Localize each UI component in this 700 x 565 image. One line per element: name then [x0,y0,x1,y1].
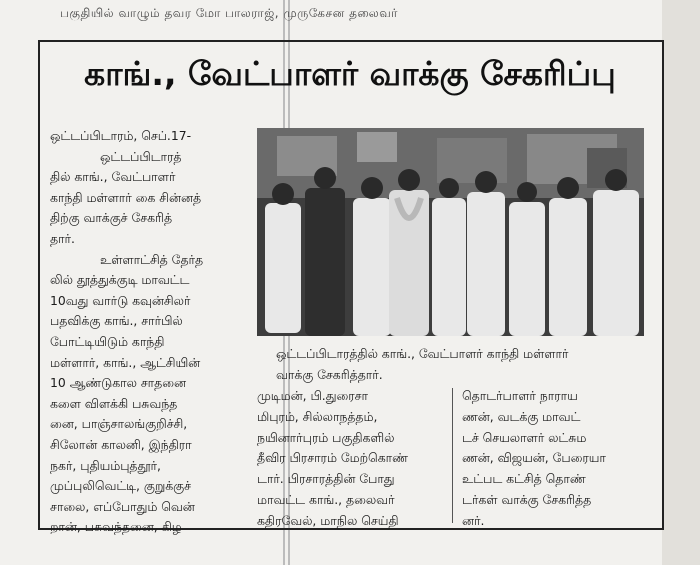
text-line: சாலை, எப்போதும் வென் [50,498,195,514]
text-line: றான், பசுவந்தனை, கிழ [50,519,182,535]
adjacent-page-edge [662,0,700,565]
text-line: திற்கு வாக்குச் சேகரித் [50,210,173,226]
text-line: ணன், விஜயன், பேரையா [462,450,606,466]
text-line: உள்ளாட்சித் தேர்த [100,251,204,267]
text-line: ஒட்டப்பிடாரம், செப்.17- [50,128,192,143]
text-line: னர். [462,512,485,528]
article-headline: காங்., வேட்பாளர் வாக்கு சேகரிப்பு [84,54,616,93]
article-border-top [38,40,664,42]
text-line: முப்புலிவெட்டி, குறுக்குச் [50,478,191,494]
text-line: தார். [50,230,75,246]
previous-article-strip: பகுதியில் வாழும் தவர மோ பாலராஜ், முருகேசன தலைவர் [60,6,398,20]
article-column-2 [257,386,447,532]
text-line: சிலோன் காலனி, இந்திரா [50,436,192,452]
text-line: லில் தூத்துக்குடி மாவட்ட [50,272,190,288]
text-line: தீவிர பிரசாரம் மேற்கொண் [257,450,408,466]
text-line: நயினார்புரம் பகுதிகளில் [257,429,395,445]
text-line: தொடர்பாளர் நாராய [462,388,578,403]
text-line: ஒட்டப்பிடாரத்தில் காங்., வேட்பாளர் காந்தி மள்ளார் [276,346,569,361]
text-line: வாக்கு சேகரித்தார். [276,367,383,382]
text-line: கதிரவேல், மாநில செய்தி [257,512,399,528]
text-line: ணன், வடக்கு மாவட் [462,408,581,424]
text-line: தில் காங்., வேட்பாளர் [50,169,176,185]
text-line: மாவட்ட காங்., தலைவர் [257,491,395,507]
text-line: டர்கள் வாக்கு சேகரித்த [462,491,592,507]
text-line: மிபுரம், சில்லாநத்தம், [257,408,378,424]
text-line: மள்ளார், காங்., ஆட்சியின் [50,354,201,370]
article-border-right [662,40,664,530]
campaign-photo-illustration [257,128,644,336]
text-line: போட்டியிடும் காந்தி [50,333,165,349]
article-column-1 [50,126,250,538]
text-line: நகர், புதியம்புத்தூர், [50,457,161,473]
article-column-3 [462,386,652,532]
text-line: 10 ஆண்டுகால சாதனை [50,375,186,391]
article-photo [257,128,644,336]
text-line: ஒட்டப்பிடாரத் [100,148,182,164]
photo-caption [276,343,646,385]
text-line: களை விளக்கி பசுவந்த [50,395,178,411]
text-line: உட்பட கட்சித் தொண் [462,471,586,487]
text-line: முடிமன், பி.துரைசா [257,388,368,403]
text-line: டார். பிரசாரத்தின் போது [257,471,395,487]
column-divider [452,388,453,523]
text-line: 10வது வார்டு கவுன்சிலர் [50,292,191,308]
text-line: னை, பாஞ்சாலங்குறிச்சி, [50,416,188,432]
article-border-left [38,40,40,530]
text-line: காந்தி மள்ளார் கை சின்னத் [50,189,202,205]
text-line: டச் செயலாளர் லட்சும [462,429,587,445]
text-line: பதவிக்கு காங்., சார்பில் [50,313,183,329]
